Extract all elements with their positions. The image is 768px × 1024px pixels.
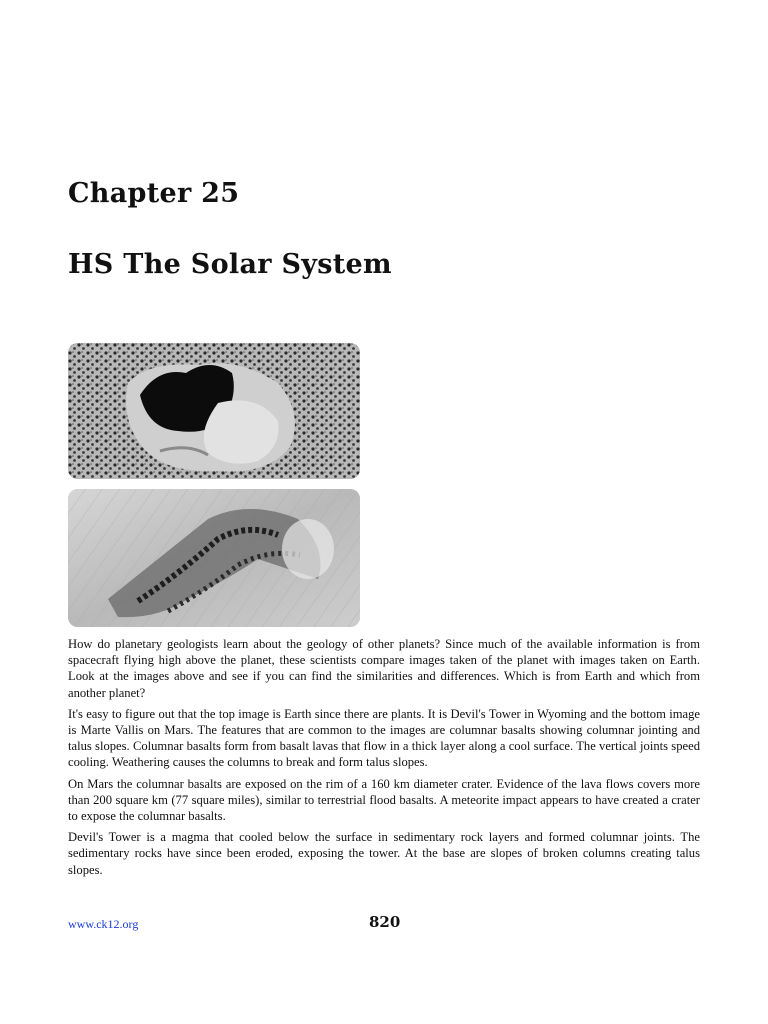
marte-vallis-mars-image bbox=[68, 489, 360, 627]
paragraph: How do planetary geologists learn about the geology of other planets? Since much of the available information is from spacecraft flying high above the planet, these scientists compare images taken of the planet with images taken on Earth. Look at the images above and see if you can find the similarities and differences. Which is from Earth and which from another planet? bbox=[68, 637, 700, 700]
chapter-heading: Chapter 25 bbox=[68, 178, 240, 209]
page-number: 820 bbox=[369, 913, 401, 931]
devils-tower-aerial-image bbox=[68, 343, 360, 479]
paragraph: Devil's Tower is a magma that cooled below the surface in sedimentary rock layers and formed columnar joints. The sedimentary rocks have since been eroded, exposing the tower. At the base are slopes of broken columns creating talus slopes. bbox=[68, 830, 700, 877]
chapter-title: HS The Solar System bbox=[68, 249, 392, 280]
body-text bbox=[68, 636, 700, 883]
website-link[interactable]: www.ck12.org bbox=[68, 917, 139, 931]
paragraph: On Mars the columnar basalts are exposed on the rim of a 160 km diameter crater. Evidence of the lava flows covers more than 200 square km (77 square miles), similar to terrestrial flood basalts. A meteorite impact appears to have created a crater to expose the columnar basalts. bbox=[68, 776, 700, 824]
paragraph: It's easy to figure out that the top image is Earth since there are plants. It is Devil's Tower in Wyoming and the bottom image is Marte Vallis on Mars. The features that are common to the images are columnar basalts showing columnar jointing and talus slopes. Columnar basalts form from basalt lavas that flow in a thick layer along a cool surface. The vertical joints speed cooling. Weathering causes the columns to break and form talus slopes. bbox=[68, 706, 700, 770]
